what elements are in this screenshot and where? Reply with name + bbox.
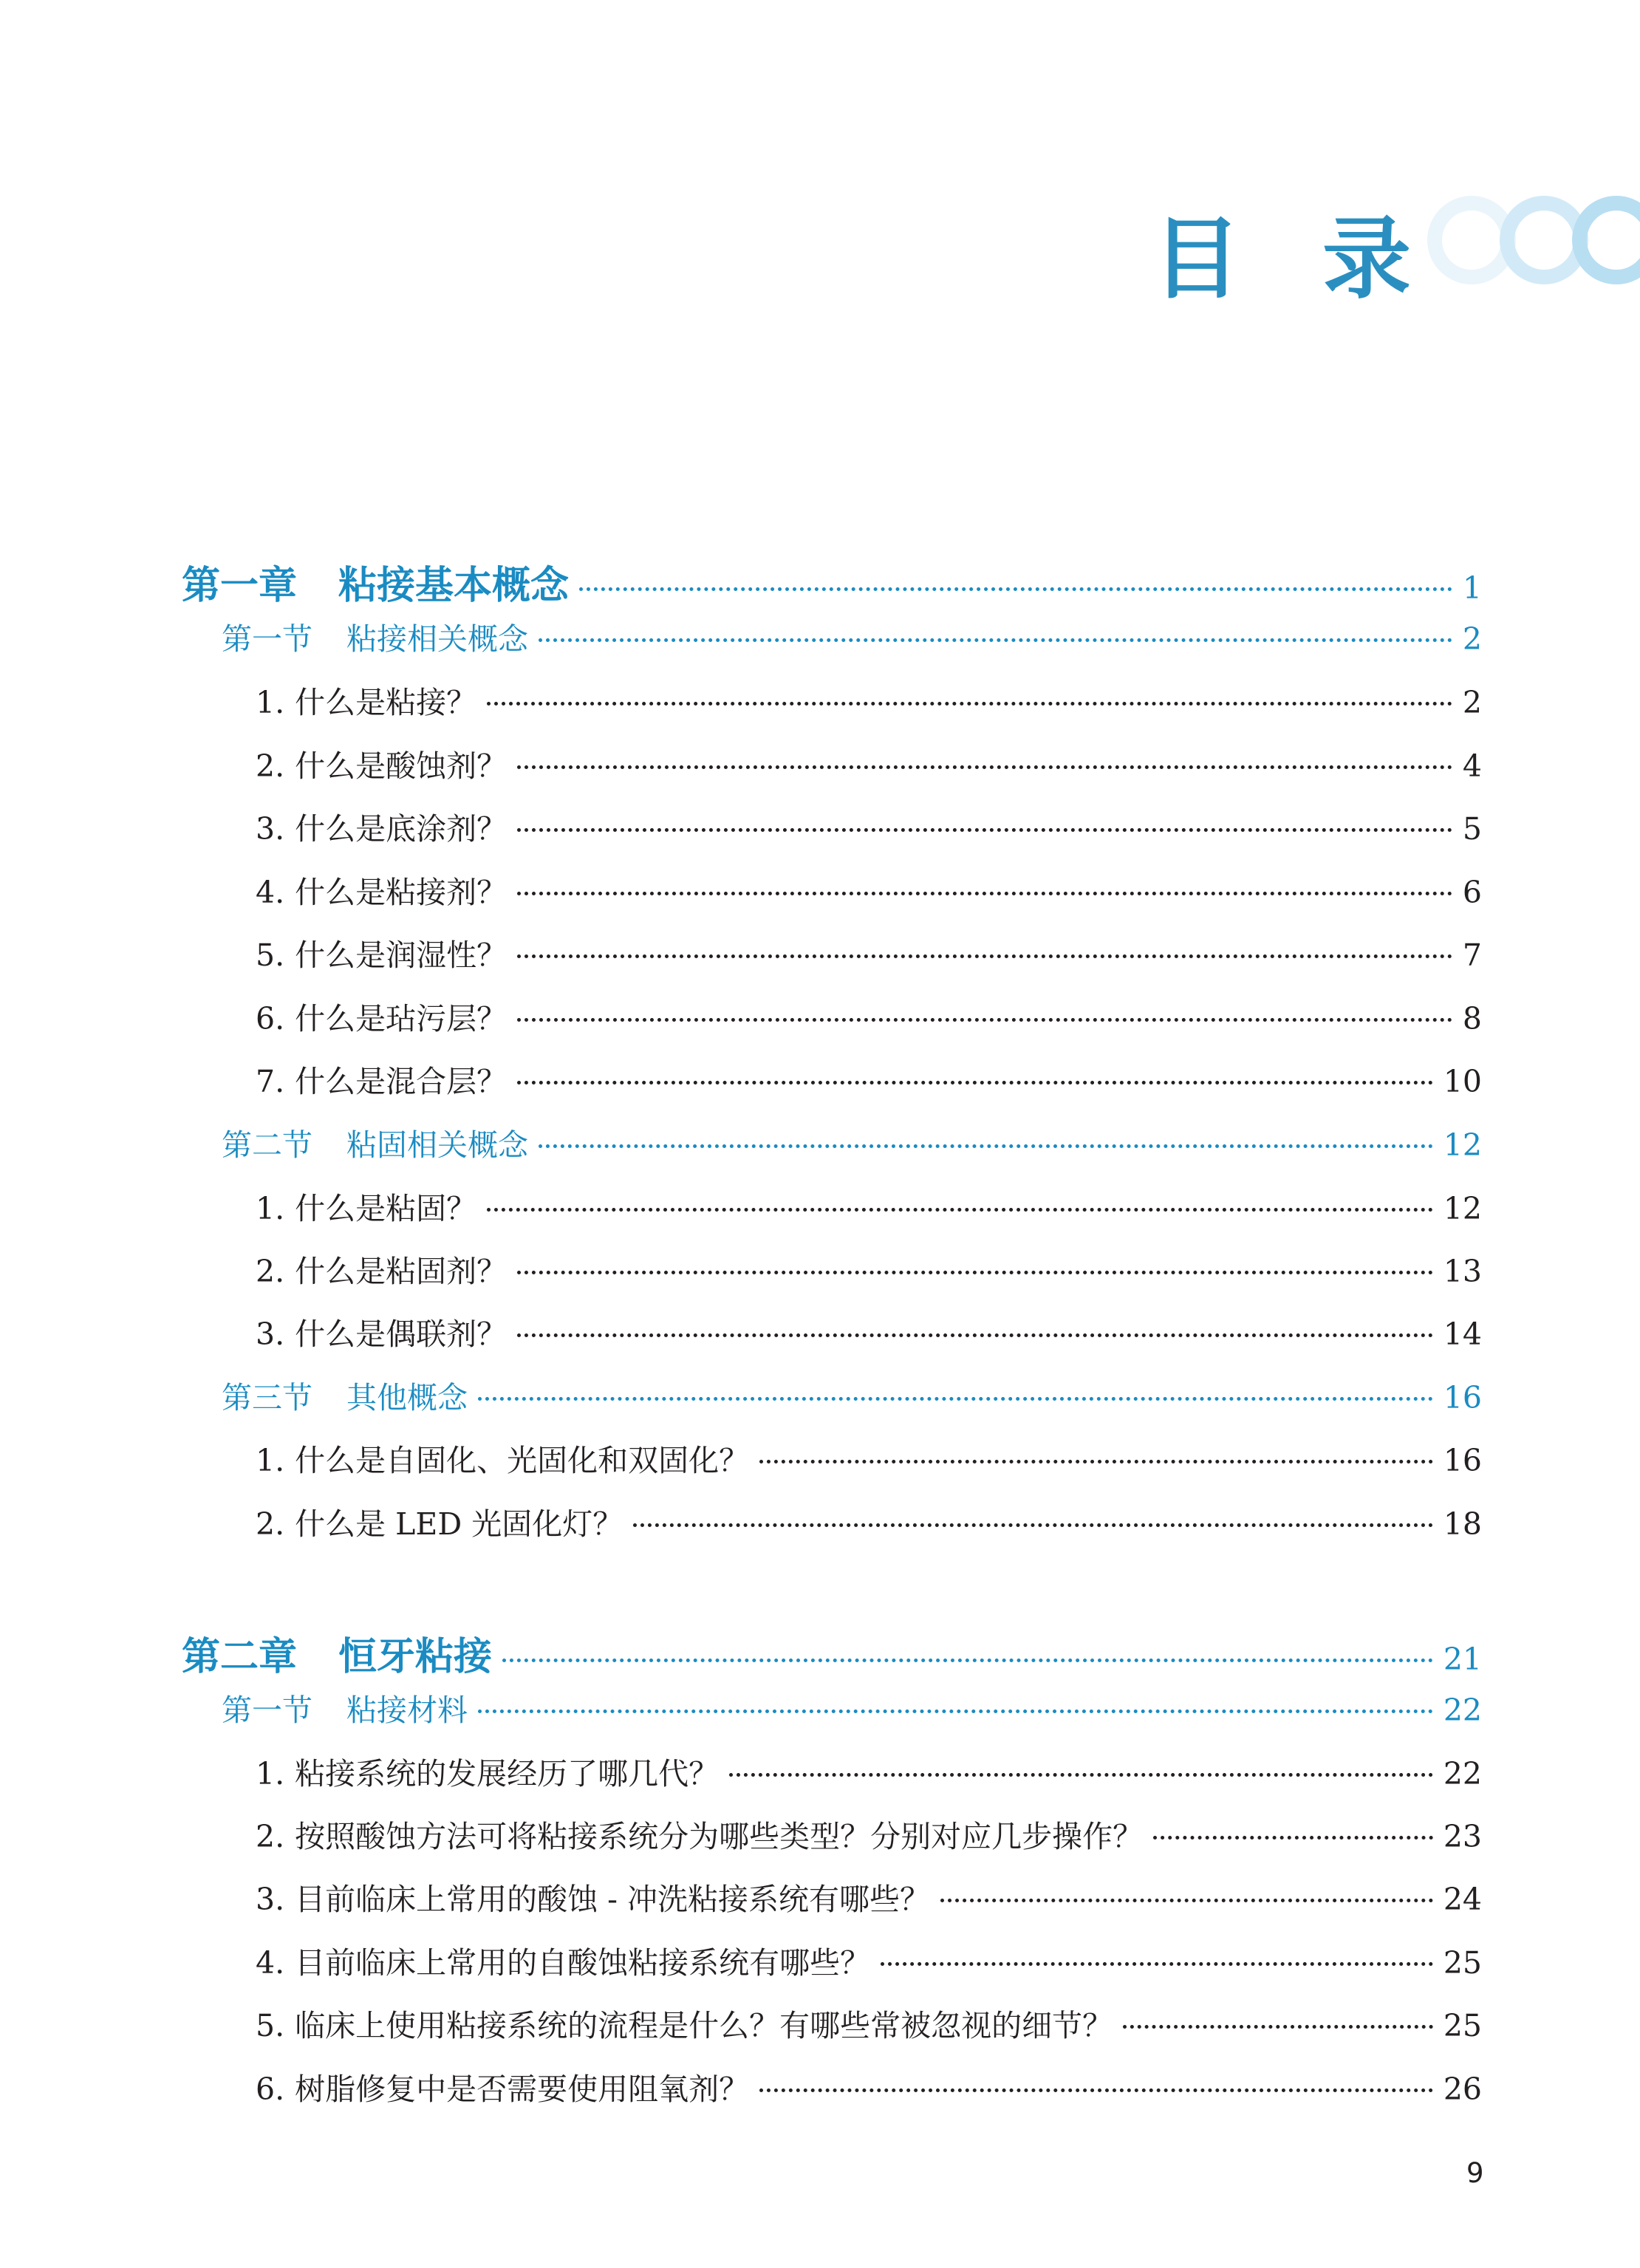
toc-entry-number: 1.	[256, 1756, 285, 1791]
toc-item-row[interactable]	[256, 1749, 1482, 1793]
toc-entry-number: 1.	[256, 685, 285, 720]
toc-item-row[interactable]	[256, 2065, 1482, 2108]
toc-entry-page: 10	[1443, 1064, 1482, 1099]
ring-3	[1579, 203, 1640, 277]
toc-item-row[interactable]	[256, 1057, 1482, 1101]
toc-entry-page: 22	[1443, 1693, 1482, 1728]
toc-entry-title: 什么是粘固？	[295, 1191, 477, 1226]
dot-leader	[759, 1460, 1433, 1463]
toc-section-row[interactable]	[222, 1686, 1482, 1729]
toc-entry-page: 24	[1443, 1882, 1482, 1917]
toc-item-row[interactable]	[256, 805, 1482, 848]
toc-item-row[interactable]	[256, 1939, 1482, 1982]
title-char-2: 录	[1322, 208, 1411, 311]
dot-leader	[517, 1081, 1433, 1085]
dot-leader	[539, 638, 1452, 642]
dot-leader	[539, 1144, 1433, 1148]
toc-entry-title: 树脂修复中是否需要使用阻氧剂？	[295, 2071, 750, 2107]
toc-entry-title: 恒牙粘接	[338, 1635, 493, 1679]
toc-entry-number: 6.	[256, 1001, 285, 1036]
page-number: 9	[1466, 2157, 1484, 2189]
toc-entry-page: 2	[1462, 621, 1482, 657]
toc-entry-page: 22	[1443, 1756, 1482, 1791]
toc-entry-title: 什么是酸蚀剂？	[295, 748, 508, 784]
toc-item-row[interactable]	[256, 1436, 1482, 1480]
toc-entry-title: 什么是粘固剂？	[295, 1254, 508, 1289]
toc-entry-page: 26	[1443, 2071, 1482, 2107]
toc-entry-label	[256, 805, 507, 848]
toc-entry-label	[256, 1812, 1143, 1856]
toc-entry-number: 4.	[256, 875, 285, 910]
toc-entry-label	[256, 678, 476, 722]
toc-entry-page: 14	[1443, 1316, 1482, 1352]
toc-entry-label	[256, 2065, 749, 2108]
toc-entry-label	[222, 1686, 468, 1729]
toc-entry-label	[256, 1500, 623, 1543]
toc-entry-title: 什么是粘接剂？	[295, 875, 508, 910]
toc-section-row[interactable]	[222, 1121, 1482, 1164]
toc-item-row[interactable]	[256, 994, 1482, 1038]
dot-leader	[478, 1397, 1433, 1401]
dot-leader	[1153, 1836, 1433, 1840]
dot-leader	[881, 1962, 1433, 1966]
toc-item-row[interactable]	[256, 931, 1482, 974]
toc-item-row[interactable]	[256, 678, 1482, 722]
toc-entry-label	[256, 742, 507, 785]
toc-item-row[interactable]	[256, 1500, 1482, 1543]
toc-entry-page: 12	[1443, 1127, 1482, 1163]
toc-item-row[interactable]	[256, 868, 1482, 912]
toc-entry-number: 第三节	[222, 1380, 312, 1415]
toc-entry-page: 5	[1462, 811, 1482, 847]
toc-entry-page: 16	[1443, 1380, 1482, 1415]
toc-item-row[interactable]	[256, 1247, 1482, 1291]
toc-entry-title: 粘接基本概念	[338, 564, 570, 608]
toc-entry-number: 3.	[256, 1882, 285, 1917]
toc-entry-label	[182, 1625, 492, 1681]
toc-entry-page: 23	[1443, 1819, 1482, 1854]
toc-entry-label	[256, 994, 507, 1038]
toc-entry-page: 13	[1443, 1254, 1482, 1289]
toc-entry-title: 什么是自固化、光固化和双固化？	[295, 1443, 750, 1478]
toc-entry-title: 什么是底涂剂？	[295, 811, 508, 847]
dot-leader	[517, 1018, 1452, 1022]
toc-item-row[interactable]	[256, 1184, 1482, 1228]
dot-leader	[517, 1271, 1433, 1274]
toc-entry-number: 2.	[256, 1254, 285, 1289]
dot-leader	[517, 828, 1452, 832]
toc-entry-page: 2	[1462, 685, 1482, 720]
ring-1	[1435, 203, 1509, 277]
toc-entry-number: 5.	[256, 2008, 285, 2043]
toc-entry-number: 3.	[256, 811, 285, 847]
toc-entry-number: 第一节	[222, 1693, 312, 1728]
dot-leader	[517, 765, 1452, 769]
toc-entry-label	[256, 1875, 930, 1919]
toc-entry-number: 3.	[256, 1316, 285, 1352]
toc-entry-title: 目前临床上常用的酸蚀 - 冲洗粘接系统有哪些？	[295, 1882, 931, 1917]
toc-entry-title: 粘固相关概念	[346, 1127, 528, 1163]
toc-entry-label	[182, 554, 569, 609]
toc-entry-title: 目前临床上常用的自酸蚀粘接系统有哪些？	[295, 1945, 871, 1981]
toc-entry-page: 1	[1462, 570, 1482, 606]
dot-leader	[1123, 2025, 1433, 2029]
toc-entry-title: 临床上使用粘接系统的流程是什么？有哪些常被忽视的细节？	[295, 2008, 1113, 2043]
dot-leader	[502, 1659, 1433, 1662]
toc-entry-title: 什么是粘接？	[295, 685, 477, 720]
toc-entry-number: 第二节	[222, 1127, 312, 1163]
toc-entry-page: 16	[1443, 1443, 1482, 1478]
toc-item-row[interactable]	[256, 1812, 1482, 1856]
toc-entry-title: 什么是润湿性？	[295, 937, 508, 973]
toc-entry-number: 2.	[256, 748, 285, 784]
toc-entry-label	[256, 931, 507, 974]
toc-section-row[interactable]	[222, 615, 1482, 658]
toc-entry-title: 其他概念	[346, 1380, 468, 1415]
toc-entry-label	[256, 1436, 749, 1480]
toc-entry-label	[256, 1057, 507, 1101]
toc-entry-page: 7	[1462, 937, 1482, 973]
toc-entry-number: 2.	[256, 1819, 285, 1854]
toc-item-row[interactable]	[256, 1875, 1482, 1919]
toc-entry-number: 2.	[256, 1506, 285, 1542]
toc-entry-label	[222, 1121, 528, 1164]
toc-entry-label	[256, 1184, 476, 1228]
title-char-1: 目	[1152, 208, 1241, 311]
dot-leader	[759, 2088, 1433, 2092]
toc-entry-number: 1.	[256, 1443, 285, 1478]
toc-chapter-row[interactable]	[182, 1625, 1482, 1681]
toc-entry-title: 什么是偶联剂？	[295, 1316, 508, 1352]
toc-entry-title: 粘接系统的发展经历了哪几代？	[295, 1756, 720, 1791]
toc-item-row[interactable]	[256, 742, 1482, 785]
toc-entry-title: 粘接材料	[346, 1693, 468, 1728]
toc-entry-number: 4.	[256, 1945, 285, 1981]
toc-entry-page: 25	[1443, 2008, 1482, 2043]
dot-leader	[633, 1523, 1433, 1527]
toc-entry-title: 粘接相关概念	[346, 621, 528, 657]
page-title	[1152, 188, 1411, 315]
dot-leader	[517, 892, 1452, 895]
ring-2	[1507, 203, 1581, 277]
toc-entry-title: 什么是混合层？	[295, 1064, 508, 1099]
toc-entry-label	[222, 1373, 468, 1417]
toc-entry-label	[256, 1749, 719, 1793]
dot-leader	[517, 954, 1452, 958]
toc-entry-number: 6.	[256, 2071, 285, 2107]
toc-entry-number: 第一节	[222, 621, 312, 657]
dot-leader	[729, 1773, 1433, 1777]
toc-entry-label	[256, 2001, 1113, 2045]
toc-entry-number: 第二章	[182, 1635, 298, 1679]
toc-item-row[interactable]	[256, 1310, 1482, 1353]
toc-entry-page: 25	[1443, 1945, 1482, 1981]
dot-leader	[517, 1333, 1433, 1337]
toc-entry-page: 18	[1443, 1506, 1482, 1542]
toc-entry-number: 7.	[256, 1064, 285, 1099]
dot-leader	[579, 587, 1452, 591]
toc-entry-title: 按照酸蚀方法可将粘接系统分为哪些类型？分别对应几步操作？	[295, 1819, 1144, 1854]
toc-entry-label	[256, 1310, 507, 1353]
toc-entry-title: 什么是玷污层？	[295, 1001, 508, 1036]
toc-entry-page: 6	[1462, 875, 1482, 910]
toc-entry-label	[256, 1247, 507, 1291]
toc-entry-label	[222, 615, 528, 658]
toc-entry-page: 21	[1443, 1642, 1482, 1677]
decorative-rings-icon	[1426, 188, 1640, 292]
dot-leader	[487, 702, 1452, 706]
toc-entry-title: 什么是 LED 光固化灯？	[295, 1506, 623, 1542]
toc-entry-label	[256, 868, 507, 912]
toc-section-row[interactable]	[222, 1373, 1482, 1417]
toc-item-row[interactable]	[256, 2001, 1482, 2045]
toc-chapter-row[interactable]	[182, 554, 1482, 609]
toc-entry-label	[256, 1939, 870, 1982]
toc-entry-number: 第一章	[182, 564, 298, 608]
toc-entry-page: 12	[1443, 1191, 1482, 1226]
dot-leader	[478, 1709, 1433, 1713]
toc-entry-page: 4	[1462, 748, 1482, 784]
dot-leader	[487, 1208, 1433, 1212]
toc-entry-number: 5.	[256, 937, 285, 973]
dot-leader	[940, 1899, 1433, 1902]
toc-entry-number: 1.	[256, 1191, 285, 1226]
toc-entry-page: 8	[1462, 1001, 1482, 1036]
